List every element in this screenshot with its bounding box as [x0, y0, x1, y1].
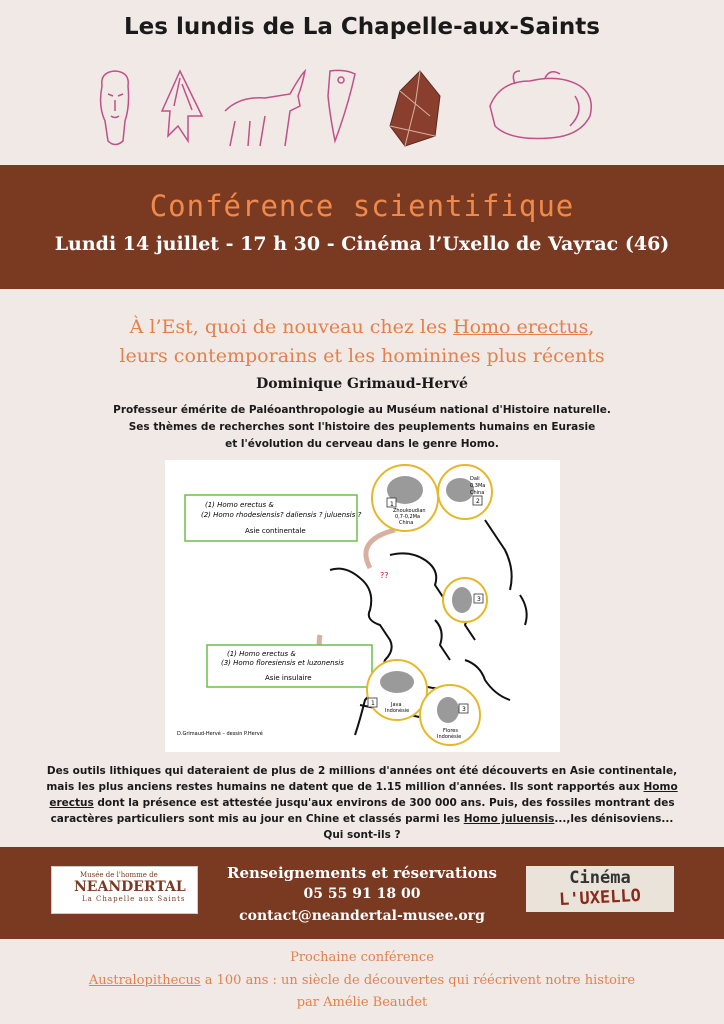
c2-line3: China: [470, 490, 485, 496]
logo-left-big: NEANDERTAL: [74, 879, 186, 895]
next-label: Prochaine conférence: [290, 950, 434, 965]
banner-subtitle: Lundi 14 juillet - 17 h 30 - Cinéma l’Uxello de Vayrac (46): [54, 233, 670, 255]
c1-line3: China: [399, 520, 414, 526]
skull-circle-flores: [420, 685, 480, 745]
talk-title-post: ,: [588, 316, 595, 338]
summary-line4: [0, 813, 724, 825]
speaker-bio-line3: et l'évolution du cerveau dans le genre Homo.: [225, 438, 499, 450]
box1-line2: (2) Homo rhodesiensis? daliensis ? juluensis ?: [201, 511, 362, 519]
question-marks: ??: [380, 571, 389, 580]
summary-line4-post: ...,les dénisoviens...: [554, 813, 674, 825]
summary-line2: [0, 781, 724, 793]
box2-line2: (3) Homo floresiensis et luzonensis: [221, 659, 344, 667]
contact-heading: Renseignements et réservations: [227, 864, 497, 882]
bison-icon: [490, 71, 591, 139]
summary-line3: [0, 797, 724, 809]
c2-line2: 0,3Ma: [470, 483, 486, 489]
homo-link[interactable]: Homo: [643, 781, 678, 793]
tooth-pendant-icon: [328, 70, 355, 141]
box1-line1: (1) Homo erectus &: [205, 501, 274, 509]
num-label-3: 3: [477, 596, 481, 603]
summary-line1: Des outils lithiques qui dateraient de plus de 2 millions d'années ont été découverts en Asie continentale,: [46, 765, 678, 777]
skull-circle-zhoukoudian: [372, 465, 438, 531]
speaker-bio-line1: Professeur émérite de Paléoanthropologie au Muséum national d'Histoire naturelle.: [113, 404, 611, 416]
box-continental: [185, 495, 362, 541]
num-label-2: 2: [476, 498, 480, 505]
talk-title-pre: À l’Est, quoi de nouveau chez les: [129, 316, 453, 338]
arrowhead-icon: [162, 71, 202, 141]
c1-line2: 0,7-0,2Ma: [395, 514, 421, 520]
next-title-rest: a 100 ans : un siècle de découvertes qui réécrivent notre histoire: [200, 973, 636, 988]
contact-phone[interactable]: 05 55 91 18 00: [303, 886, 421, 902]
c5-line2: Indonésie: [437, 734, 462, 740]
asia-map-figure: [165, 460, 560, 752]
biface-icon: [390, 71, 440, 146]
summary-line5: Qui sont-ils ?: [323, 829, 401, 841]
speaker-name: Dominique Grimaud-Hervé: [256, 376, 468, 392]
summary-line4-pre: caractères particuliers sont mis au jour en Chine et classés parmi les: [50, 813, 464, 825]
box1-label: Asie continentale: [245, 527, 306, 535]
erectus-link[interactable]: erectus: [49, 797, 94, 809]
skull-circle-java: [367, 660, 427, 720]
ibex-icon: [225, 71, 305, 146]
prehistoric-icons: [90, 66, 650, 156]
box-insular: [207, 645, 372, 687]
box2-line1: (1) Homo erectus &: [227, 650, 296, 658]
conference-banner: [0, 165, 724, 289]
c4-line2: Indonésie: [385, 708, 410, 714]
summary-line2-text: mais les plus anciens restes humains ne datent que de 1.15 million d'années. Ils sont rapportés aux: [46, 781, 644, 793]
num-label-1b: 1: [371, 700, 375, 707]
contact-email[interactable]: contact@neandertal-musee.org: [239, 908, 485, 924]
skull-circle-dali: [438, 465, 492, 519]
venus-head-icon: [101, 71, 129, 145]
logo-right-bottom: L'UXELLO: [558, 885, 642, 911]
talk-title-line2: leurs contemporains et les hominines plus récents: [119, 345, 605, 367]
num-label-1: 1: [390, 501, 394, 508]
next-title: [0, 973, 724, 988]
australopithecus-link[interactable]: Australopithecus: [88, 973, 201, 988]
logo-left-sub: La Chapelle aux Saints: [82, 895, 186, 903]
c2-line1: Dali: [470, 476, 480, 482]
c1-line1: Zhoukoudian: [393, 508, 426, 514]
homo-juluensis-link[interactable]: Homo juluensis: [463, 813, 555, 825]
logo-left-small: Musée de l'homme de: [80, 871, 158, 879]
logo-right-top: Cinéma: [569, 868, 631, 888]
next-speaker: par Amélie Beaudet: [296, 995, 428, 1010]
banner-title: Conférence scientifique: [149, 189, 575, 223]
c5-line1: Flores: [443, 728, 458, 734]
figure-credit: D.Grimaud-Hervé – dessin P.Hervé: [177, 731, 263, 737]
c4-line1: Java: [391, 702, 402, 708]
series-title: Les lundis de La Chapelle-aux-Saints: [124, 14, 600, 40]
homo-erectus-link[interactable]: Homo erectus: [453, 316, 589, 338]
box2-label: Asie insulaire: [265, 674, 312, 682]
speaker-bio-line2: Ses thèmes de recherches sont l'histoire des peuplements humains en Eurasie: [128, 421, 596, 433]
num-label-3b: 3: [462, 706, 466, 713]
skull-circle-3: [443, 578, 487, 622]
talk-title-line1: [0, 316, 724, 338]
summary-line3-text: dont la présence est attestée jusqu'aux environs de 300 000 ans. Puis, des fossiles montrant des: [93, 797, 675, 809]
